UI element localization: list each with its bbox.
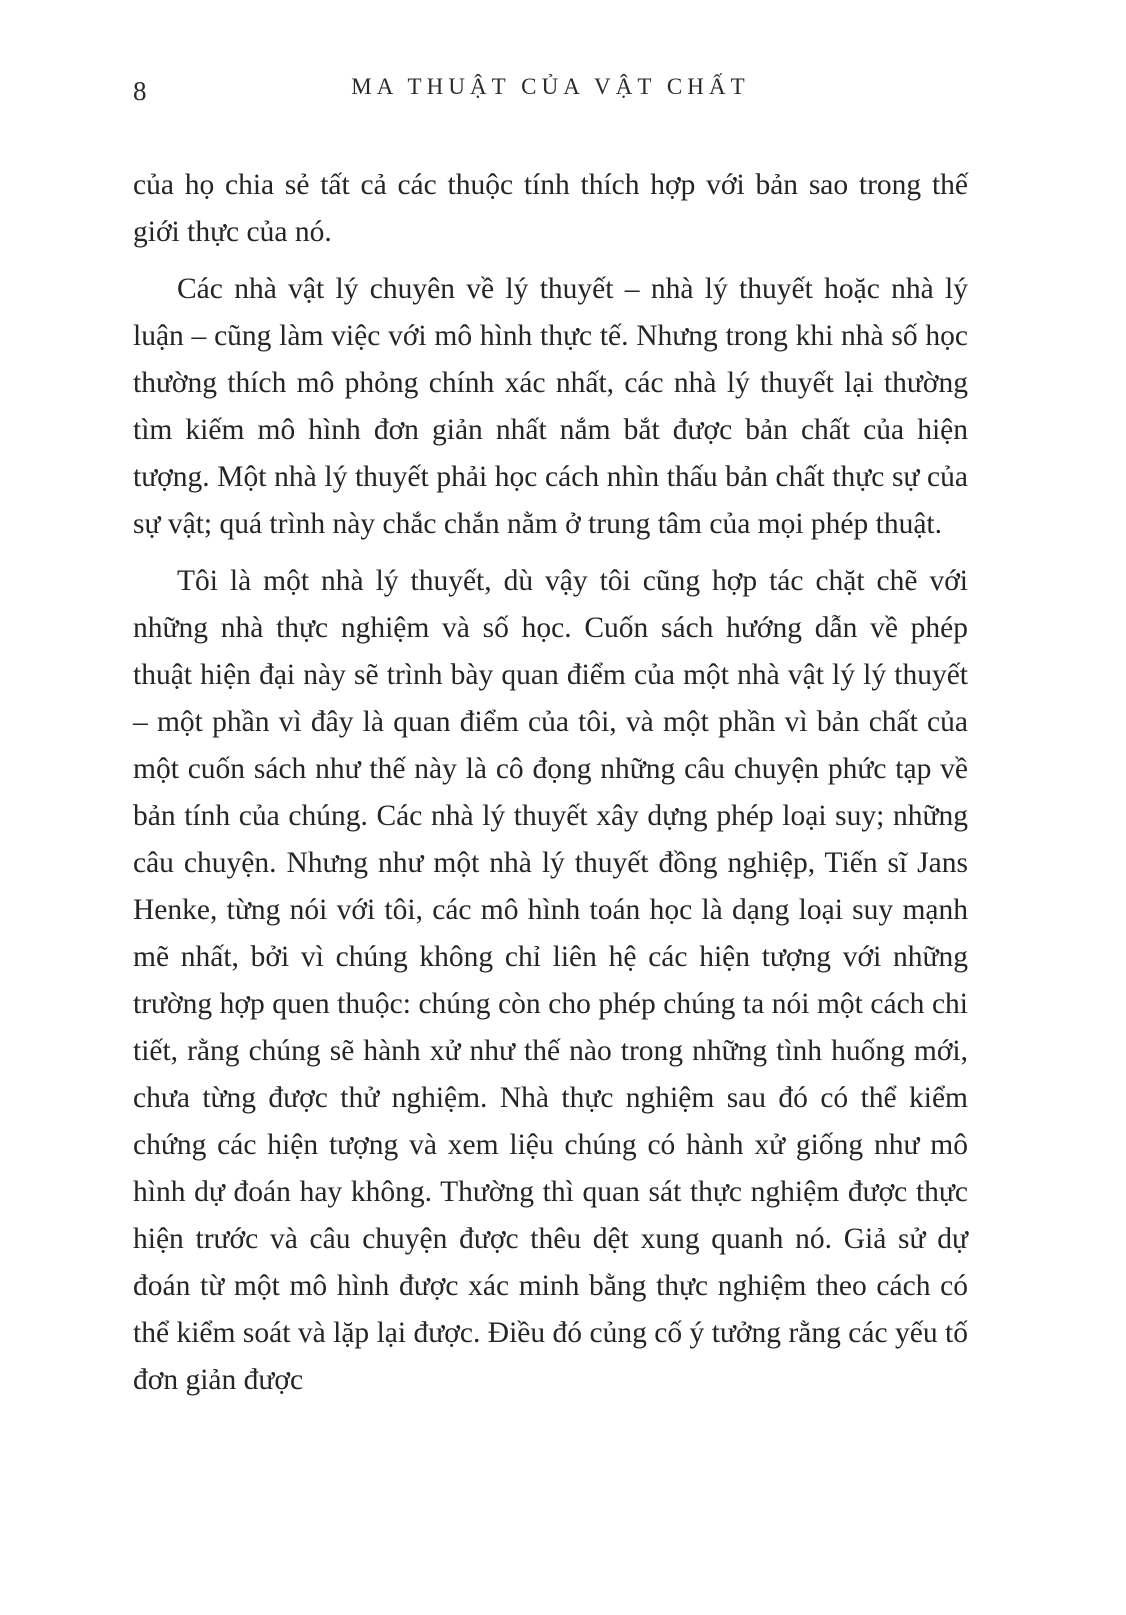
page-number: 8 [133, 76, 147, 106]
running-title: MA THUẬT CỦA VẬT CHẤT [351, 74, 750, 99]
paragraph: của họ chia sẻ tất cả các thuộc tính thích hợp với bản sao trong thế giới thực của nó. [133, 169, 968, 248]
page-header [133, 74, 968, 114]
paragraph: Tôi là một nhà lý thuyết, dù vậy tôi cũng hợp tác chặt chẽ với những nhà thực nghiệm và số học. Cuốn sách hướng dẫn về phép thuật hiện đại này sẽ trình bày quan điểm của một nhà vật lý lý thuyết – một phần vì đây là quan điểm của tôi, và một phần vì bản chất của một cuốn sách như thế này là cô đọng những câu chuyện phức tạp về bản tính của chúng. Các nhà lý thuyết xây dựng phép loại suy; những câu chuyện. Nhưng như một nhà lý thuyết đồng nghiệp, Tiến sĩ Jans Henke, từng nói với tôi, các mô hình toán học là dạng loại suy mạnh mẽ nhất, bởi vì chúng không chỉ liên hệ các hiện tượng với những trường hợp quen thuộc: chúng còn cho phép chúng ta nói một cách chi tiết, rằng chúng sẽ hành xử như thế nào trong những tình huống mới, chưa từng được thử nghiệm. Nhà thực nghiệm sau đó có thể kiểm chứng các hiện tượng và xem liệu chúng có hành xử giống như mô hình dự đoán hay không. Thường thì quan sát thực nghiệm được thực hiện trước và câu chuyện được thêu dệt xung quanh nó. Giả sử dự đoán từ một mô hình được xác minh bằng thực nghiệm theo cách có thể kiểm soát và lặp lại được. Điều đó củng cố ý tưởng rằng các yếu tố đơn giản được [133, 565, 968, 1396]
paragraph: Các nhà vật lý chuyên về lý thuyết – nhà lý thuyết hoặc nhà lý luận – cũng làm việc với mô hình thực tế. Nhưng trong khi nhà số học thường thích mô phỏng chính xác nhất, các nhà lý thuyết lại thường tìm kiếm mô hình đơn giản nhất nắm bắt được bản chất của hiện tượng. Một nhà lý thuyết phải học cách nhìn thấu bản chất thực sự của sự vật; quá trình này chắc chắn nằm ở trung tâm của mọi phép thuật. [133, 273, 968, 540]
page-body [133, 162, 968, 1404]
